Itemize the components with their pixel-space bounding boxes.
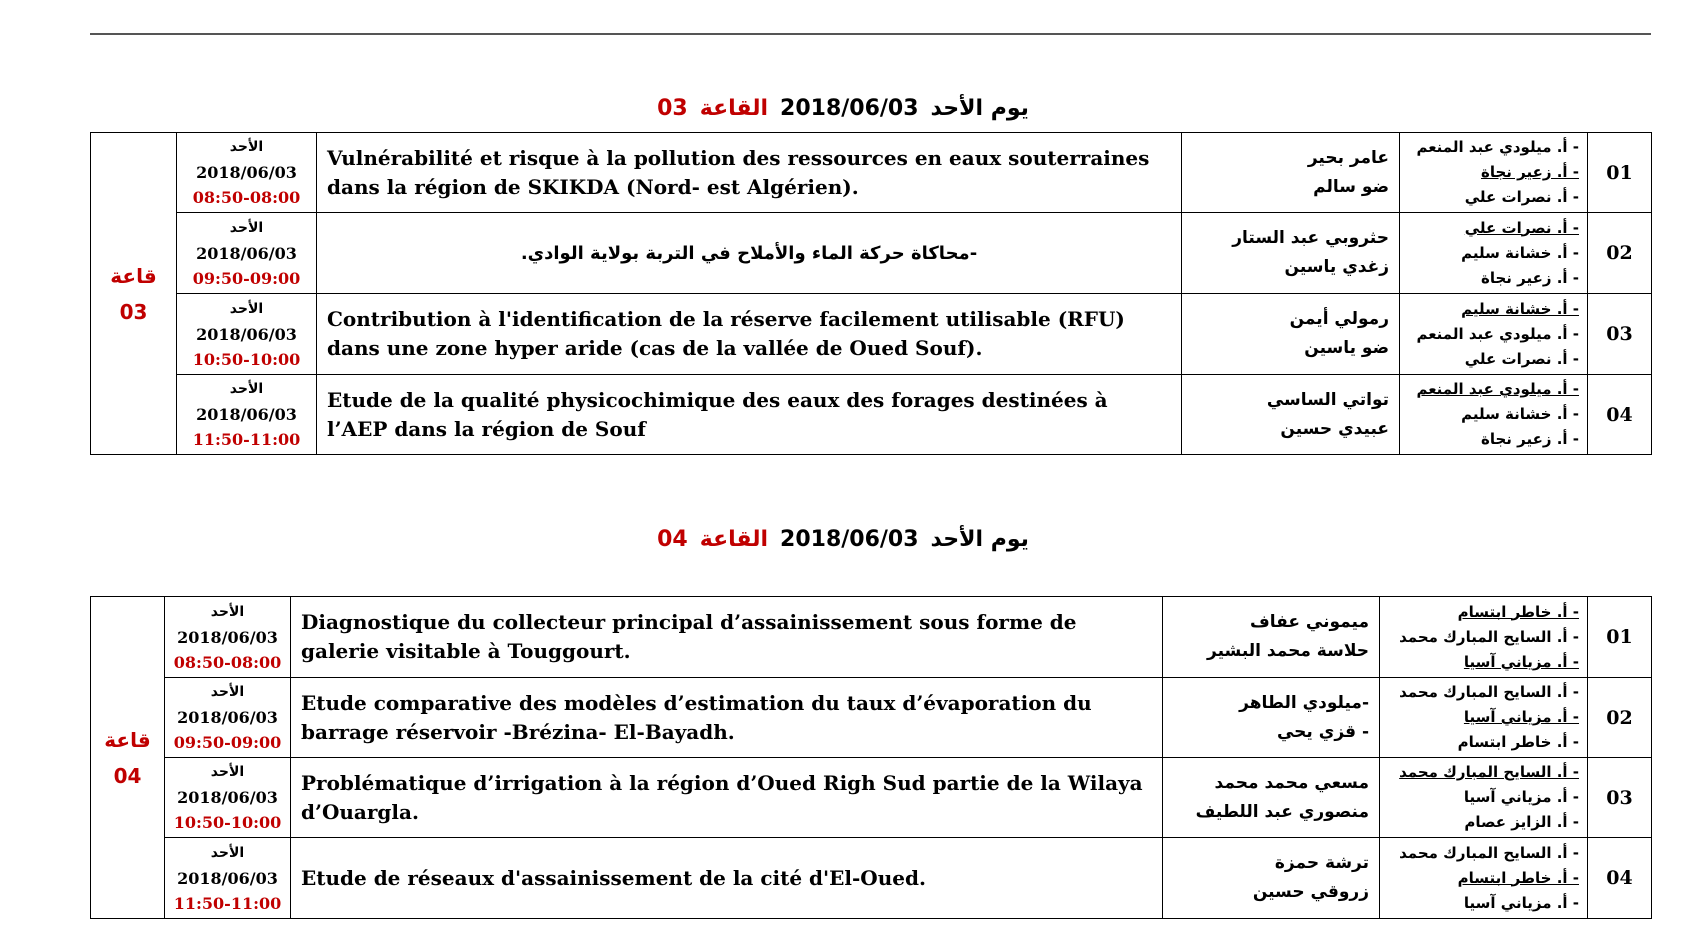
date-value: 2018/06/03 (196, 243, 297, 263)
jury-member: - أ. خاطر ابتسام (1457, 602, 1579, 621)
date-value: 2018/06/03 (177, 868, 278, 888)
row-number: 01 (1588, 133, 1652, 213)
table-row (91, 758, 1652, 838)
session-heading (0, 96, 1686, 121)
datetime-cell (165, 838, 291, 919)
heading-room-label: القاعة (699, 96, 769, 121)
students-cell (1163, 758, 1380, 838)
student-name: زروقي حسين (1252, 882, 1369, 902)
thesis-title: Problématique d’irrigation à la région d’Oued Righ Sud partie de la Wilaya d’Ouargla. (291, 758, 1163, 838)
jury-cell (1400, 375, 1588, 455)
student-name: عبيدي حسين (1280, 418, 1389, 439)
heading-room-label: القاعة (699, 527, 769, 552)
students-cell (1163, 597, 1380, 678)
date-value: 2018/06/03 (177, 627, 278, 647)
top-rule (90, 33, 1651, 35)
jury-member: - أ. خشانة سليم (1461, 405, 1579, 423)
student-name: ضو ياسين (1304, 338, 1389, 358)
heading-day: يوم الأحد (930, 527, 1029, 552)
jury-member: - أ. خشانة سليم (1461, 243, 1579, 262)
jury-cell (1400, 294, 1588, 375)
student-name: مسعي محمد محمد (1214, 772, 1369, 793)
day-label: الأحد (210, 844, 245, 861)
jury-member: - أ. مزياني آسيا (1463, 652, 1579, 671)
students-cell (1163, 678, 1380, 758)
table-row (91, 597, 1652, 678)
room-number: 03 (119, 299, 148, 324)
thesis-title: Vulnérabilité et risque à la pollution des ressources en eaux souterraines dans la région de SKIKDA (Nord- est Algérien). (317, 133, 1182, 213)
date-value: 2018/06/03 (196, 405, 297, 424)
date-value: 2018/06/03 (196, 324, 297, 344)
jury-cell (1400, 213, 1588, 294)
student-name: -ميلودي الطاهر (1239, 692, 1369, 713)
day-label: الأحد (229, 139, 264, 155)
time-slot: 11:50-11:00 (192, 430, 301, 449)
day-label: الأحد (210, 684, 245, 700)
room-number: 04 (113, 763, 142, 788)
jury-member: - أ. مزياني آسيا (1463, 788, 1579, 806)
jury-member: - أ. السايح المبارك محمد (1399, 627, 1579, 646)
row-number: 03 (1588, 758, 1652, 838)
row-number: 04 (1588, 375, 1652, 455)
student-name: حثروبي عبد الستار (1232, 228, 1389, 248)
thesis-title: Contribution à l'identification de la réserve facilement utilisable (RFU) dans une zone hyper aride (cas de la vallée de Oued Souf). (317, 294, 1182, 375)
time-slot: 08:50-08:00 (192, 188, 301, 207)
table-row (91, 375, 1652, 455)
time-slot: 11:50-11:00 (173, 893, 282, 913)
room-label: قاعة (104, 727, 151, 752)
student-name: ميموني عفاف (1250, 612, 1369, 632)
jury-cell (1380, 838, 1588, 919)
jury-cell (1380, 758, 1588, 838)
datetime-cell (177, 375, 317, 455)
day-label: الأحد (229, 300, 264, 317)
time-slot: 09:50-09:00 (192, 268, 301, 288)
row-number: 04 (1588, 838, 1652, 919)
students-cell (1182, 213, 1400, 294)
jury-member: - أ. مزياني آسيا (1463, 893, 1579, 912)
student-name: تواتي الساسي (1266, 389, 1389, 410)
table-row (91, 133, 1652, 213)
thesis-title: Etude comparative des modèles d’estimation du taux d’évaporation du barrage réservoir -Brézina- El-Bayadh. (291, 678, 1163, 758)
jury-member: - أ. زعير نجاة (1481, 268, 1579, 287)
heading-day: يوم الأحد (930, 96, 1029, 121)
time-slot: 10:50-10:00 (173, 813, 282, 832)
jury-member: - أ. نصرات علي (1464, 218, 1579, 237)
day-label: الأحد (229, 381, 264, 397)
student-name: زغدي ياسين (1284, 257, 1389, 277)
datetime-cell (177, 133, 317, 213)
table-row (91, 678, 1652, 758)
date-value: 2018/06/03 (196, 163, 297, 182)
schedule-table (90, 596, 1652, 919)
jury-member: - أ. السايح المبارك محمد (1399, 843, 1579, 862)
jury-member: - أ. خاطر ابتسام (1457, 733, 1579, 751)
jury-cell (1400, 133, 1588, 213)
student-name: ترشة حمزة (1274, 853, 1369, 873)
jury-member: - أ. نصرات علي (1464, 188, 1579, 206)
day-label: الأحد (210, 603, 245, 620)
thesis-title: Etude de la qualité physicochimique des eaux des forages destinées à l’AEP dans la région de Souf (317, 375, 1182, 455)
thesis-title: -محاكاة حركة الماء والأملاح في التربة بولاية الوادي. (317, 213, 1182, 294)
datetime-cell (177, 213, 317, 294)
datetime-cell (165, 597, 291, 678)
jury-member: - أ. السايح المبارك محمد (1399, 683, 1579, 701)
datetime-cell (165, 678, 291, 758)
time-slot: 09:50-09:00 (173, 733, 282, 752)
datetime-cell (165, 758, 291, 838)
heading-room-number: 03 (657, 96, 688, 121)
jury-cell (1380, 678, 1588, 758)
row-number: 02 (1588, 678, 1652, 758)
jury-member: - أ. خشانة سليم (1461, 299, 1579, 318)
room-cell (91, 133, 177, 455)
jury-member: - أ. نصرات علي (1464, 349, 1579, 368)
day-label: الأحد (210, 764, 245, 780)
schedule-table (90, 132, 1652, 455)
table-row (91, 294, 1652, 375)
time-slot: 08:50-08:00 (173, 652, 282, 672)
jury-member: - أ. خاطر ابتسام (1457, 868, 1579, 887)
student-name: - قزي يحي (1276, 721, 1369, 742)
students-cell (1182, 375, 1400, 455)
jury-member: - أ. زعير نجاة (1481, 430, 1579, 448)
table-row (91, 838, 1652, 919)
time-slot: 10:50-10:00 (192, 349, 301, 369)
student-name: حلاسة محمد البشير (1207, 641, 1369, 661)
student-name: منصوري عبد اللطيف (1195, 801, 1369, 822)
room-cell (91, 597, 165, 919)
jury-member: - أ. الزايز عصام (1464, 813, 1579, 831)
jury-member: - أ. مزياني آسيا (1463, 708, 1579, 726)
jury-member: - أ. ميلودي عبد المنعم (1416, 380, 1579, 398)
date-value: 2018/06/03 (177, 708, 278, 727)
thesis-title: Diagnostique du collecteur principal d’assainissement sous forme de galerie visitable à Touggourt. (291, 597, 1163, 678)
thesis-title: Etude de réseaux d'assainissement de la cité d'El-Oued. (291, 838, 1163, 919)
heading-date: 2018/06/03 (780, 527, 919, 552)
jury-cell (1380, 597, 1588, 678)
jury-member: - أ. ميلودي عبد المنعم (1416, 324, 1579, 343)
jury-member: - أ. ميلودي عبد المنعم (1416, 138, 1579, 156)
student-name: رمولي أيمن (1289, 309, 1389, 329)
heading-room-number: 04 (657, 527, 688, 552)
row-number: 02 (1588, 213, 1652, 294)
heading-date: 2018/06/03 (780, 96, 919, 121)
day-label: الأحد (229, 219, 264, 236)
table-row (91, 213, 1652, 294)
row-number: 01 (1588, 597, 1652, 678)
jury-member: - أ. السايح المبارك محمد (1399, 763, 1579, 781)
room-label: قاعة (110, 263, 157, 288)
date-value: 2018/06/03 (177, 788, 278, 807)
datetime-cell (177, 294, 317, 375)
row-number: 03 (1588, 294, 1652, 375)
students-cell (1182, 294, 1400, 375)
session-heading (0, 527, 1686, 552)
student-name: عامر بحير (1307, 147, 1389, 168)
jury-member: - أ. زعير نجاة (1481, 163, 1579, 181)
students-cell (1182, 133, 1400, 213)
student-name: ضو سالم (1313, 176, 1389, 197)
students-cell (1163, 838, 1380, 919)
